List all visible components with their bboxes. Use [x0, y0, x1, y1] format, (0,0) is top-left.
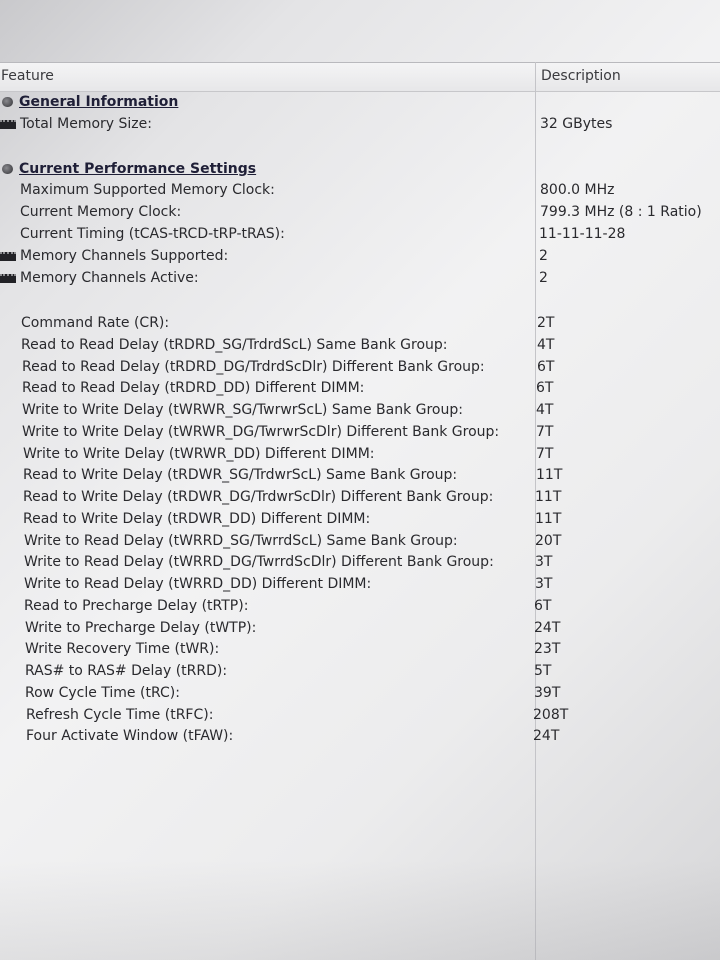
feature-value: 7T	[536, 446, 554, 462]
section-bullet-icon	[2, 164, 13, 174]
table-row[interactable]	[0, 113, 720, 135]
table-row[interactable]	[0, 356, 720, 378]
table-row[interactable]	[0, 179, 720, 201]
feature-label: Memory Channels Active:	[20, 270, 199, 286]
section-general-information[interactable]	[0, 91, 720, 113]
feature-value: 2	[539, 248, 548, 264]
feature-label: Write to Write Delay (tWRWR_DG/TwrwrScDlr) Different Bank Group:	[22, 424, 500, 440]
table-row[interactable]	[0, 617, 720, 639]
feature-value: 799.3 MHz (8 : 1 Ratio)	[540, 204, 702, 220]
table-row[interactable]	[0, 682, 720, 704]
feature-label: Read to Read Delay (tRDRD_SG/TrdrdScL) Same Bank Group:	[21, 337, 448, 353]
feature-value: 24T	[534, 620, 561, 636]
feature-label: Four Activate Window (tFAW):	[26, 728, 234, 744]
table-row[interactable]	[0, 312, 720, 334]
column-header-feature[interactable]: Feature	[1, 68, 54, 84]
feature-value: 32 GBytes	[540, 116, 613, 132]
feature-value: 2T	[537, 315, 555, 331]
feature-label: Write to Write Delay (tWRWR_DD) Different DIMM:	[23, 446, 375, 462]
feature-label: Read to Write Delay (tRDWR_DD) Different DIMM:	[23, 511, 371, 527]
table-row[interactable]	[0, 201, 720, 223]
feature-label: Read to Write Delay (tRDWR_DG/TrdwrScDlr) Different Bank Group:	[23, 489, 494, 505]
feature-value: 39T	[534, 685, 561, 701]
table-row[interactable]	[0, 725, 720, 747]
table-row[interactable]	[0, 334, 720, 356]
table-row[interactable]	[0, 595, 720, 617]
table-row[interactable]	[0, 443, 720, 465]
table-row[interactable]	[0, 464, 720, 486]
feature-label: Write to Read Delay (tWRRD_SG/TwrrdScL) Same Bank Group:	[24, 533, 458, 549]
feature-label: Write to Read Delay (tWRRD_DD) Different DIMM:	[24, 576, 372, 592]
feature-value: 11T	[536, 467, 563, 483]
section-title: Current Performance Settings	[19, 161, 257, 177]
feature-label: Read to Read Delay (tRDRD_DD) Different DIMM:	[22, 380, 365, 396]
feature-value: 6T	[537, 359, 555, 375]
feature-label: Write Recovery Time (tWR):	[25, 641, 220, 657]
table-row[interactable]	[0, 486, 720, 508]
feature-value: 6T	[536, 380, 554, 396]
feature-label: Maximum Supported Memory Clock:	[20, 182, 275, 198]
table-row[interactable]	[0, 399, 720, 421]
feature-label: Read to Write Delay (tRDWR_SG/TrdwrScL) Same Bank Group:	[23, 467, 458, 483]
feature-value: 7T	[536, 424, 554, 440]
feature-value: 800.0 MHz	[540, 182, 615, 198]
feature-label: Write to Read Delay (tWRRD_DG/TwrrdScDlr) Different Bank Group:	[24, 554, 494, 570]
feature-label: Read to Read Delay (tRDRD_DG/TrdrdScDlr) Different Bank Group:	[22, 359, 485, 375]
feature-label: Row Cycle Time (tRC):	[25, 685, 180, 701]
feature-value: 4T	[537, 337, 555, 353]
memory-chip-icon	[0, 120, 16, 129]
feature-value: 11-11-11-28	[539, 226, 626, 242]
section-title: General Information	[19, 94, 179, 110]
feature-label: Current Memory Clock:	[20, 204, 182, 220]
section-current-performance-settings[interactable]	[0, 158, 720, 180]
background-shade	[0, 860, 720, 960]
feature-label: Refresh Cycle Time (tRFC):	[26, 707, 214, 723]
feature-label: Current Timing (tCAS-tRCD-tRP-tRAS):	[20, 226, 285, 242]
feature-label: Read to Precharge Delay (tRTP):	[24, 598, 249, 614]
table-row[interactable]	[0, 573, 720, 595]
feature-label: Write to Write Delay (tWRWR_SG/TwrwrScL) Same Bank Group:	[22, 402, 463, 418]
table-header	[0, 62, 720, 92]
feature-value: 3T	[535, 576, 553, 592]
feature-label: RAS# to RAS# Delay (tRRD):	[25, 663, 228, 679]
feature-value: 6T	[534, 598, 552, 614]
feature-value: 4T	[536, 402, 554, 418]
table-row[interactable]	[0, 377, 720, 399]
column-header-description[interactable]: Description	[541, 68, 621, 84]
feature-label: Total Memory Size:	[20, 116, 152, 132]
feature-value: 11T	[535, 489, 562, 505]
feature-value: 24T	[533, 728, 560, 744]
feature-label: Write to Precharge Delay (tWTP):	[25, 620, 257, 636]
table-row[interactable]	[0, 660, 720, 682]
memory-chip-icon	[0, 274, 16, 283]
feature-label: Command Rate (CR):	[21, 315, 170, 331]
table-row[interactable]	[0, 245, 720, 267]
feature-label: Memory Channels Supported:	[20, 248, 229, 264]
table-row[interactable]	[0, 508, 720, 530]
table-row[interactable]	[0, 421, 720, 443]
table-row[interactable]	[0, 223, 720, 245]
feature-value: 20T	[535, 533, 562, 549]
table-row[interactable]	[0, 530, 720, 552]
table-row[interactable]	[0, 638, 720, 660]
feature-value: 5T	[534, 663, 552, 679]
feature-value: 3T	[535, 554, 553, 570]
table-row[interactable]	[0, 704, 720, 726]
table-row[interactable]	[0, 551, 720, 573]
feature-value: 23T	[534, 641, 561, 657]
feature-value: 208T	[533, 707, 569, 723]
section-bullet-icon	[2, 97, 13, 107]
feature-value: 11T	[535, 511, 562, 527]
memory-chip-icon	[0, 252, 16, 261]
table-row[interactable]	[0, 267, 720, 289]
feature-value: 2	[539, 270, 548, 286]
